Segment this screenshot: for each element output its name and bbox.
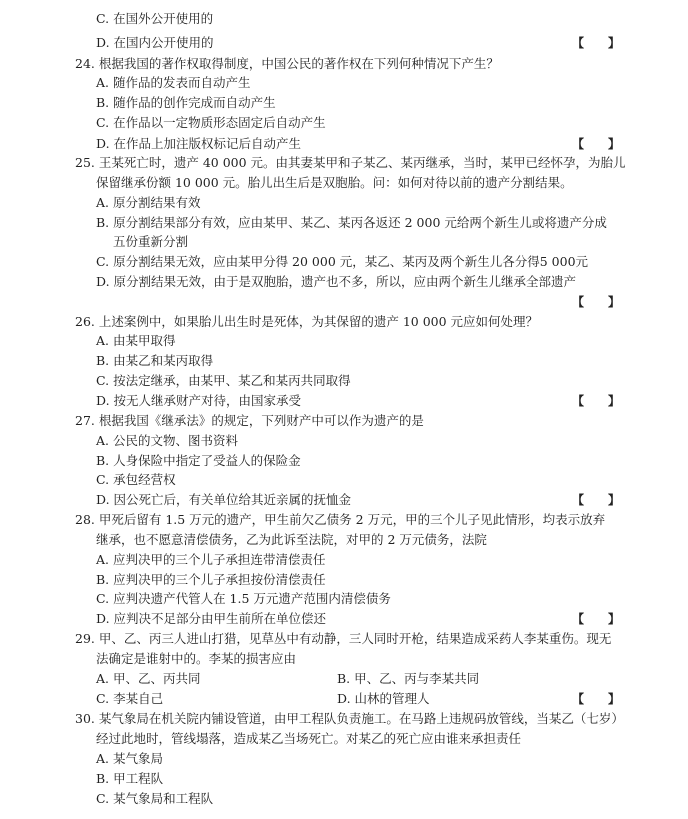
line-text: C. 承包经营权: [96, 472, 176, 487]
answer-bracket: 【 】: [572, 692, 621, 706]
question-line: [0, 153, 688, 173]
option-line: [0, 213, 688, 233]
line-text: C. 李某自己: [96, 691, 164, 706]
line-text: C. 按法定继承，由某甲、某乙和某丙共同取得: [96, 373, 351, 388]
line-text: A. 公民的文物、图书资料: [96, 433, 238, 448]
option-line: [0, 451, 688, 471]
answer-bracket: 【 】: [572, 394, 621, 408]
line-text: 法确定是谁射中的。李某的损害应由: [96, 651, 297, 666]
line-text: 27. 根据我国《继承法》的规定，下列财产中可以作为遗产的是: [75, 413, 424, 428]
line-text: B. 应判决甲的三个儿子承担按份清偿责任: [96, 572, 326, 587]
option-line: [0, 252, 688, 272]
option-line: [0, 134, 688, 154]
option-line: [0, 431, 688, 451]
line-text: B. 由某乙和某丙取得: [96, 353, 214, 368]
option-line: [0, 33, 688, 53]
line-text: B. 原分割结果部分有效，应由某甲、某乙、某丙各返还 2 000 元给两个新生儿或将遗产分成: [96, 215, 607, 230]
question-line: [0, 530, 688, 550]
question-line: [0, 312, 688, 332]
line-text: 26. 上述案例中，如果胎儿出生时是死体，为其保留的遗产 10 000 元应如何处理？: [75, 314, 539, 329]
option-line: [0, 93, 688, 113]
option-line: [0, 789, 688, 809]
option-line: [0, 609, 688, 629]
question-line: [0, 411, 688, 431]
line-text: 经过此地时，管线塌落，造成某乙当场死亡。对某乙的死亡应由谁来承担责任: [96, 731, 522, 746]
line-text: D. 在国内公开使用的: [96, 35, 214, 50]
line-text: 28. 甲死后留有 1.5 万元的遗产，甲生前欠乙债务 2 万元，甲的三个儿子见此情形，均表示放弃: [75, 512, 606, 527]
option-line: [0, 351, 688, 371]
question-line: [0, 54, 688, 74]
line-text: 25. 王某死亡时，遗产 40 000 元。由其妻某甲和子某乙、某丙继承，当时，某甲已经怀孕，为胎儿: [75, 155, 626, 170]
line-text: D. 因公死亡后，有关单位给其近亲属的抚恤金: [96, 492, 352, 507]
line-text: B. 人身保险中指定了受益人的保险金: [96, 453, 301, 468]
line-text: D. 原分割结果无效，由于是双胞胎，遗产也不多，所以，应由两个新生儿继承全部遗产: [96, 274, 577, 289]
option-line: [0, 570, 688, 590]
line-text: A. 随作品的发表而自动产生: [96, 75, 251, 90]
option-line: [0, 550, 688, 570]
answer-bracket: 【 】: [572, 295, 621, 309]
line-text: 五份重新分割: [113, 234, 189, 249]
option-line: [0, 669, 688, 689]
line-text: D. 应判决不足部分由甲生前所在单位偿还: [96, 611, 327, 626]
option-line: [0, 371, 688, 391]
question-line: [0, 649, 688, 669]
answer-bracket: 【 】: [572, 612, 621, 626]
option-line: [0, 331, 688, 351]
line-text: 29. 甲、乙、丙三人进山打猎，见草丛中有动静，三人同时开枪，结果造成采药人李某重伤。现无: [75, 631, 612, 646]
line-text-right: B. 甲、乙、丙与李某共同: [337, 671, 480, 686]
line-text: D. 在作品上加注版权标记后自动产生: [96, 136, 302, 151]
line-text: C. 在国外公开使用的: [96, 11, 214, 26]
line-text: C. 原分割结果无效，应由某甲分得 20 000 元，某乙、某丙及两个新生儿各分得5 000元: [96, 254, 589, 269]
option-line: [0, 769, 688, 789]
line-text: A. 某气象局: [96, 751, 163, 766]
answer-bracket: 【 】: [572, 493, 621, 507]
option-line: [0, 113, 688, 133]
line-text: 24. 根据我国的著作权取得制度，中国公民的著作权在下列何种情况下产生？: [75, 56, 499, 71]
answer-bracket: 【 】: [572, 137, 621, 151]
line-text: 保留继承份额 10 000 元。胎儿出生后是双胞胎。问：如何对待以前的遗产分割结果。: [96, 175, 573, 190]
line-text: A. 原分割结果有效: [96, 195, 201, 210]
line-text: A. 应判决甲的三个儿子承担连带清偿责任: [96, 552, 326, 567]
option-line: [0, 589, 688, 609]
option-line: [0, 9, 688, 29]
question-line: [0, 510, 688, 530]
line-text: 继承，也不愿意清偿债务，乙为此诉至法院，对甲的 2 万元债务，法院: [96, 532, 487, 547]
option-line: [0, 193, 688, 213]
option-line: [0, 232, 688, 252]
line-text-right: D. 山林的管理人: [337, 691, 430, 706]
option-line: [0, 749, 688, 769]
line-text: D. 按无人继承财产对待，由国家承受: [96, 393, 302, 408]
line-text: A. 甲、乙、丙共同: [96, 671, 201, 686]
question-line: [0, 173, 688, 193]
line-text: A. 由某甲取得: [96, 333, 176, 348]
line-text: C. 某气象局和工程队: [96, 791, 214, 806]
question-line: [0, 729, 688, 749]
line-text: B. 甲工程队: [96, 771, 164, 786]
line-text: C. 应判决遗产代管人在 1.5 万元遗产范围内清偿债务: [96, 591, 391, 606]
option-line: [0, 292, 688, 312]
question-line: [0, 629, 688, 649]
option-line: [0, 391, 688, 411]
option-line: [0, 73, 688, 93]
option-line: [0, 272, 688, 292]
line-text: C. 在作品以一定物质形态固定后自动产生: [96, 115, 326, 130]
line-text: 30. 某气象局在机关院内铺设管道，由甲工程队负责施工。在马路上违规码放管线，当某乙（七岁）: [75, 711, 624, 726]
line-text: B. 随作品的创作完成而自动产生: [96, 95, 276, 110]
option-line: [0, 490, 688, 510]
answer-bracket: 【 】: [572, 36, 621, 50]
option-line: [0, 689, 688, 709]
question-line: [0, 709, 688, 729]
option-line: [0, 470, 688, 490]
